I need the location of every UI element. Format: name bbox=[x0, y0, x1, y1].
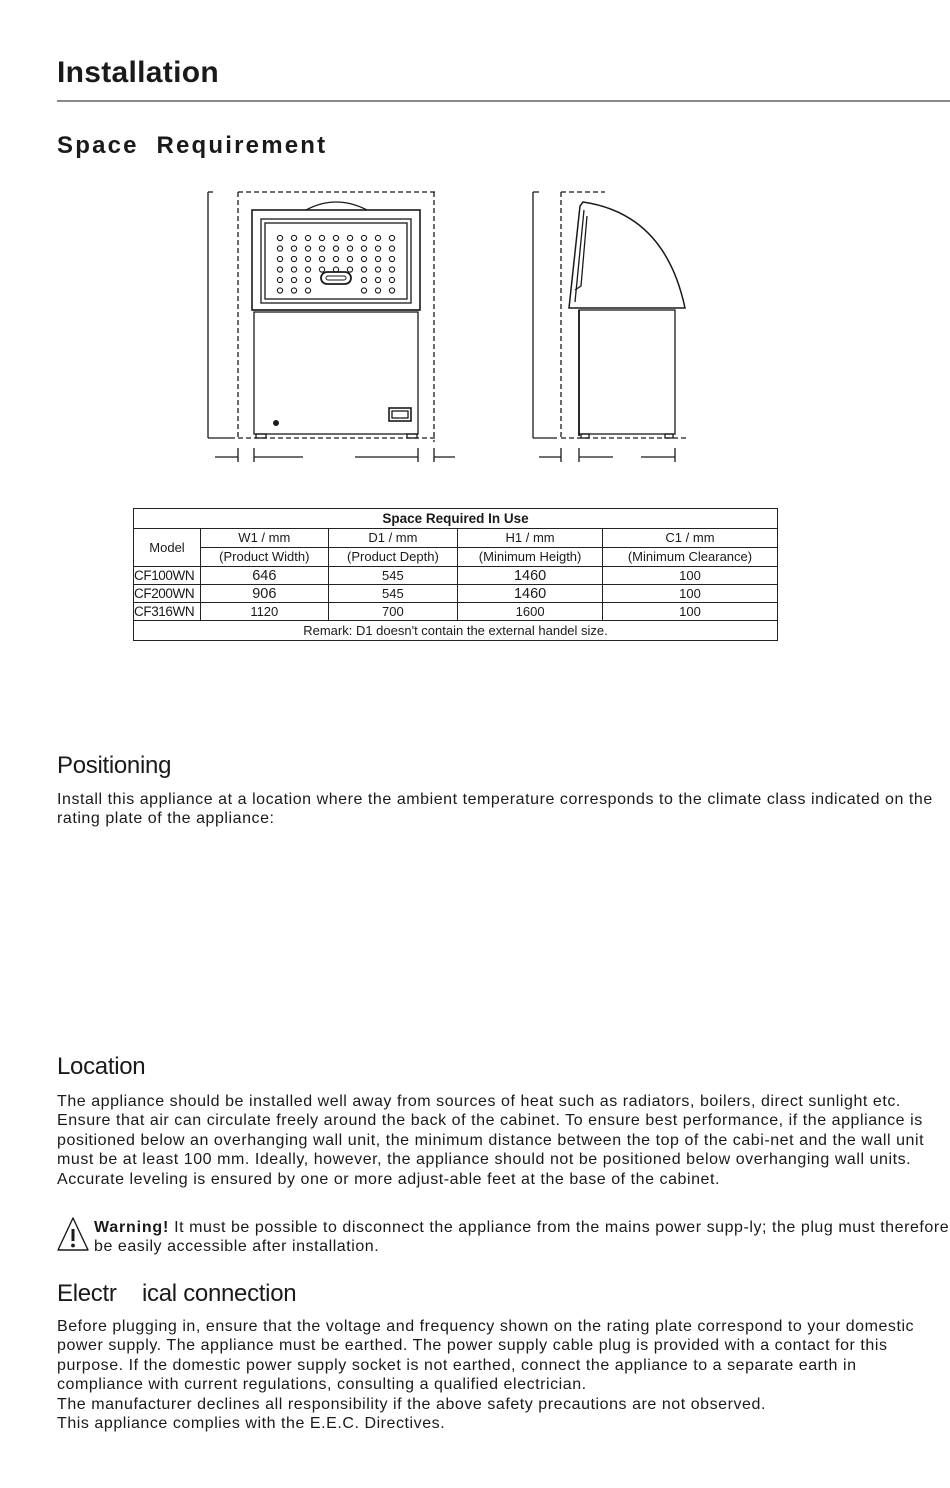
cell-w1: 1120 bbox=[201, 603, 329, 621]
vent-dot bbox=[389, 288, 394, 293]
cell-c1: 100 bbox=[602, 603, 777, 621]
electrical-paragraph-2: The manufacturer declines all responsibility if the above safety precautions are not observed. bbox=[57, 1395, 766, 1413]
vent-dot bbox=[291, 246, 296, 251]
cell-h1: 1600 bbox=[458, 603, 603, 621]
vent-dot bbox=[375, 288, 380, 293]
vent-dot bbox=[375, 246, 380, 251]
vent-dot bbox=[389, 256, 394, 261]
vent-dot bbox=[277, 256, 282, 261]
column-header-c1: C1 / mm bbox=[602, 529, 777, 548]
vent-dot bbox=[361, 277, 366, 282]
vent-dot bbox=[305, 288, 310, 293]
vent-dot bbox=[389, 235, 394, 240]
electrical-paragraph-1: Before plugging in, ensure that the voltage and frequency shown on the rating plate correspond to your domestic power supply. The appliance must be earthed. The power supply cable plug is provided with a contact for this purpose. If the domestic power supply socket is not earthed, connect the appliance to a separate earth in compliance with current regulations, consulting a qualified electrician. bbox=[57, 1318, 915, 1394]
vent-dot bbox=[389, 277, 394, 282]
title-divider bbox=[57, 100, 950, 102]
cell-w1: 906 bbox=[201, 585, 329, 603]
vent-dot bbox=[375, 267, 380, 272]
positioning-heading: Positioning bbox=[57, 752, 172, 779]
vent-dot bbox=[389, 246, 394, 251]
cell-model: CF316WN bbox=[134, 603, 201, 621]
vent-dot bbox=[361, 288, 366, 293]
cell-w1: 646 bbox=[201, 567, 329, 585]
column-subheader-w1: (Product Width) bbox=[201, 548, 329, 567]
cell-d1: 545 bbox=[328, 567, 458, 585]
vent-dot bbox=[361, 267, 366, 272]
cell-model: CF100WN bbox=[134, 567, 201, 585]
vent-dot bbox=[361, 246, 366, 251]
table-title: Space Required In Use bbox=[134, 509, 778, 529]
table-row bbox=[134, 603, 778, 621]
vent-dot bbox=[291, 288, 296, 293]
page-title: Installation bbox=[57, 56, 219, 89]
vent-dot bbox=[375, 235, 380, 240]
vent-dot bbox=[333, 246, 338, 251]
electrical-text bbox=[57, 1317, 945, 1433]
vent-dot bbox=[361, 256, 366, 261]
cell-d1: 700 bbox=[328, 603, 458, 621]
vent-dot bbox=[347, 235, 352, 240]
vent-dot bbox=[277, 267, 282, 272]
location-text: The appliance should be installed well away from sources of heat such as radiators, boilers, direct sunlight etc. Ensure that air can circulate freely around the back of the cabinet. To ensure best performance, if the appliance is positioned below an overhanging wall unit, the minimum distance between the top of the cabi-net and the wall unit must be at least 100 mm. Ideally, however, the appliance should not be positioned below overhanging wall units. Accurate leveling is ensured by one or more adjust-able feet at the base of the cabinet. bbox=[57, 1093, 925, 1188]
electrical-paragraph-3: This appliance complies with the E.E.C. Directives. bbox=[57, 1415, 446, 1433]
vent-dot bbox=[347, 246, 352, 251]
vent-dot bbox=[389, 267, 394, 272]
vent-dot bbox=[375, 256, 380, 261]
cell-d1: 545 bbox=[328, 585, 458, 603]
vent-dot bbox=[305, 246, 310, 251]
column-subheader-d1: (Product Depth) bbox=[328, 548, 458, 567]
cell-c1: 100 bbox=[602, 567, 777, 585]
electrical-heading: Electr ical connection bbox=[57, 1280, 297, 1307]
vent-dot bbox=[347, 256, 352, 261]
warning-text bbox=[94, 1218, 950, 1257]
vent-dot bbox=[319, 246, 324, 251]
vent-dot bbox=[361, 235, 366, 240]
column-header-h1: H1 / mm bbox=[458, 529, 603, 548]
vent-dot bbox=[291, 235, 296, 240]
freezer-dimension-drawing bbox=[195, 186, 695, 466]
vent-dot bbox=[305, 256, 310, 261]
vent-dot bbox=[305, 277, 310, 282]
vent-dot bbox=[333, 235, 338, 240]
column-subheader-h1: (Minimum Heigth) bbox=[458, 548, 603, 567]
vent-dot bbox=[277, 235, 282, 240]
column-subheader-c1: (Minimum Clearance) bbox=[602, 548, 777, 567]
space-required-table bbox=[133, 508, 778, 641]
vent-dot bbox=[319, 235, 324, 240]
vent-dot bbox=[333, 256, 338, 261]
vent-dot bbox=[375, 277, 380, 282]
warning-message: It must be possible to disconnect the appliance from the mains power supp-ly; the plug must therefore be easily accessible after installation. bbox=[94, 1219, 950, 1256]
table-row bbox=[134, 585, 778, 603]
vent-dot bbox=[319, 256, 324, 261]
cell-h1: 1460 bbox=[458, 585, 603, 603]
vent-dot bbox=[319, 267, 324, 272]
location-heading: Location bbox=[57, 1053, 146, 1080]
vent-dot bbox=[347, 267, 352, 272]
cell-model: CF200WN bbox=[134, 585, 201, 603]
warning-triangle-icon bbox=[56, 1216, 90, 1254]
vent-dot bbox=[291, 277, 296, 282]
vent-dot bbox=[291, 256, 296, 261]
vent-dot bbox=[277, 277, 282, 282]
space-requirement-heading: Space Requirement bbox=[57, 132, 328, 159]
vent-dot bbox=[305, 235, 310, 240]
vent-dot bbox=[291, 267, 296, 272]
positioning-text: Install this appliance at a location where the ambient temperature corresponds to the climate class indicated on the rating plate of the appliance: bbox=[57, 791, 933, 828]
warning-label: Warning! bbox=[94, 1219, 170, 1236]
column-header-d1: D1 / mm bbox=[328, 529, 458, 548]
table-remark: Remark: D1 doesn't contain the external handel size. bbox=[134, 621, 778, 641]
vent-dot bbox=[277, 246, 282, 251]
column-header-w1: W1 / mm bbox=[201, 529, 329, 548]
cell-c1: 100 bbox=[602, 585, 777, 603]
table-row bbox=[134, 567, 778, 585]
vent-dot bbox=[305, 267, 310, 272]
cell-h1: 1460 bbox=[458, 567, 603, 585]
column-header-model: Model bbox=[134, 529, 201, 567]
vent-dot bbox=[277, 288, 282, 293]
